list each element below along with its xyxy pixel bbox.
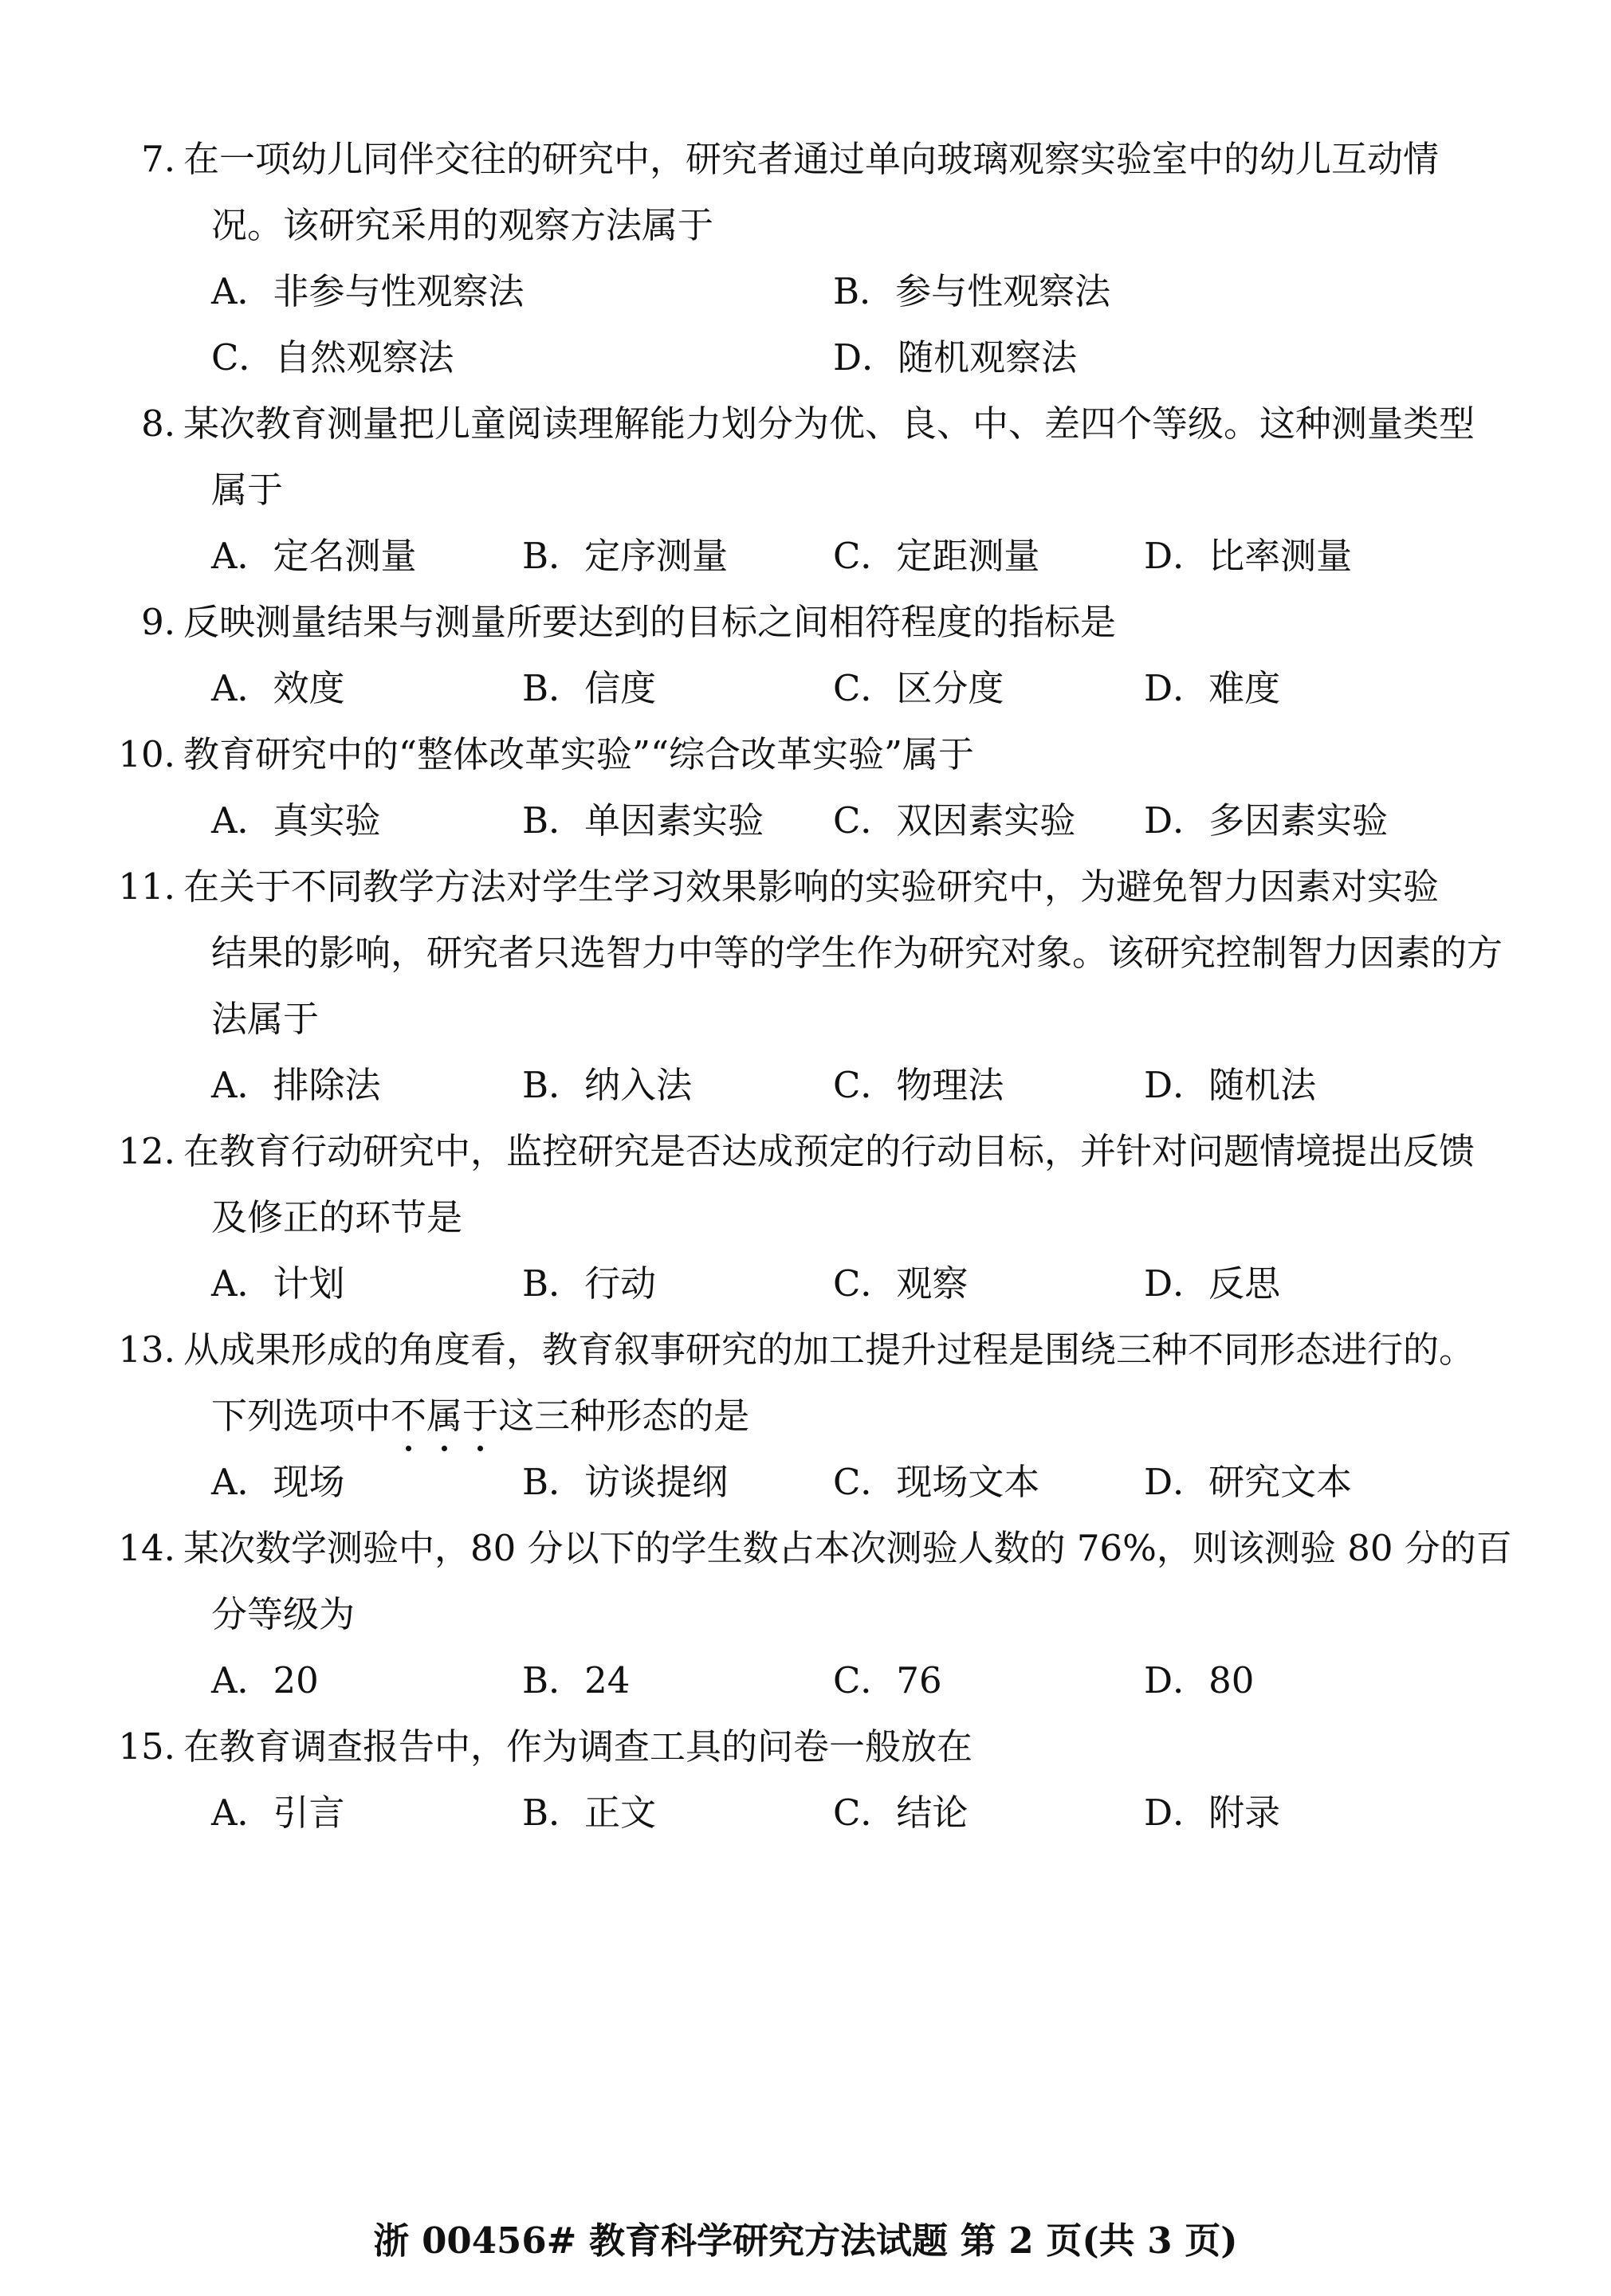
question-text: 及修正的环节是: [211, 1196, 463, 1238]
option-c: C．物理法: [833, 1064, 1004, 1106]
question-text: 况。该研究采用的观察方法属于: [211, 204, 714, 246]
option-d: D．80: [1144, 1659, 1255, 1701]
option-d: D．多因素实验: [1144, 799, 1389, 842]
question-text: 下列选项中: [211, 1395, 391, 1437]
question-text: 反映测量结果与测量所要达到的目标之间相符程度的指标是: [183, 601, 1117, 643]
question-text: 教育研究中的“整体改革实验”“综合改革实验”属于: [183, 733, 975, 775]
question-text: 分等级为: [211, 1593, 356, 1635]
question-text: 这三种形态的是: [498, 1395, 750, 1437]
option-a: A．排除法: [211, 1064, 381, 1106]
option-b: B．定序测量: [522, 535, 729, 577]
question-text: 在关于不同教学方法对学生学习效果影响的实验研究中，为避免智力因素对实验: [183, 865, 1440, 908]
option-c: C．自然观察法: [211, 336, 454, 379]
question-text: 在一项幼儿同伴交往的研究中，研究者通过单向玻璃观察实验室中的幼儿互动情: [183, 138, 1440, 180]
option-a: A．定名测量: [211, 535, 417, 577]
emphasis-char: 于: [462, 1392, 498, 1440]
option-a: A．引言: [211, 1792, 345, 1834]
option-a: A．效度: [211, 667, 345, 709]
option-d: D．研究文本: [1144, 1461, 1353, 1503]
option-d: D．反思: [1144, 1262, 1281, 1305]
option-d: D．随机观察法: [833, 336, 1078, 379]
question-number: 10.: [118, 733, 175, 775]
option-d: D．随机法: [1144, 1064, 1317, 1106]
option-b: B．参与性观察法: [833, 270, 1111, 312]
option-a: A．非参与性观察法: [211, 270, 525, 312]
option-a: A．计划: [211, 1262, 345, 1305]
option-c: C．区分度: [833, 667, 1004, 709]
question-text: 从成果形成的角度看，教育叙事研究的加工提升过程是围绕三种不同形态进行的。: [183, 1329, 1475, 1371]
option-c: C．观察: [833, 1262, 969, 1305]
question-number: 12.: [118, 1130, 175, 1172]
question-text: 某次数学测验中，80 分以下的学生数占本次测验人数的 76%，则该测验 80 分的百: [183, 1527, 1512, 1569]
question-number: 8.: [141, 402, 175, 445]
option-c: C．结论: [833, 1792, 969, 1834]
option-b: B．24: [522, 1659, 631, 1701]
option-b: B．正文: [522, 1792, 657, 1834]
option-d: D．难度: [1144, 667, 1281, 709]
emphasis-char: 属: [426, 1392, 462, 1440]
option-d: D．比率测量: [1144, 535, 1353, 577]
option-d: D．附录: [1144, 1792, 1281, 1834]
question-text: 某次教育测量把儿童阅读理解能力划分为优、良、中、差四个等级。这种测量类型: [183, 402, 1475, 445]
question-number: 9.: [141, 601, 175, 643]
question-text: 结果的影响，研究者只选智力中等的学生作为研究对象。该研究控制智力因素的方: [211, 932, 1503, 974]
question-text: 法属于: [211, 998, 320, 1040]
option-a: A．20: [211, 1659, 319, 1701]
option-c: C．现场文本: [833, 1461, 1040, 1503]
option-b: B．单因素实验: [522, 799, 764, 842]
question-number: 7.: [141, 138, 175, 180]
option-a: A．真实验: [211, 799, 381, 842]
question-text-emphasis-line: [211, 1392, 749, 1440]
question-text: 在教育行动研究中，监控研究是否达成预定的行动目标，并针对问题情境提出反馈: [183, 1130, 1475, 1172]
question-text: 属于: [211, 469, 284, 511]
question-number: 14.: [118, 1527, 175, 1569]
option-b: B．行动: [522, 1262, 657, 1305]
option-c: C．76: [833, 1659, 942, 1701]
question-number: 15.: [118, 1725, 175, 1768]
page-footer: 浙 00456# 教育科学研究方法试题 第 2 页(共 3 页): [373, 2219, 1238, 2262]
option-c: C．定距测量: [833, 535, 1040, 577]
option-b: B．纳入法: [522, 1064, 693, 1106]
emphasis-char: 不: [391, 1392, 426, 1440]
option-a: A．现场: [211, 1461, 345, 1503]
question-number: 13.: [118, 1329, 175, 1371]
option-c: C．双因素实验: [833, 799, 1076, 842]
option-b: B．信度: [522, 667, 657, 709]
option-b: B．访谈提纲: [522, 1461, 729, 1503]
question-number: 11.: [118, 865, 175, 908]
question-text: 在教育调查报告中，作为调查工具的问卷一般放在: [183, 1725, 973, 1768]
